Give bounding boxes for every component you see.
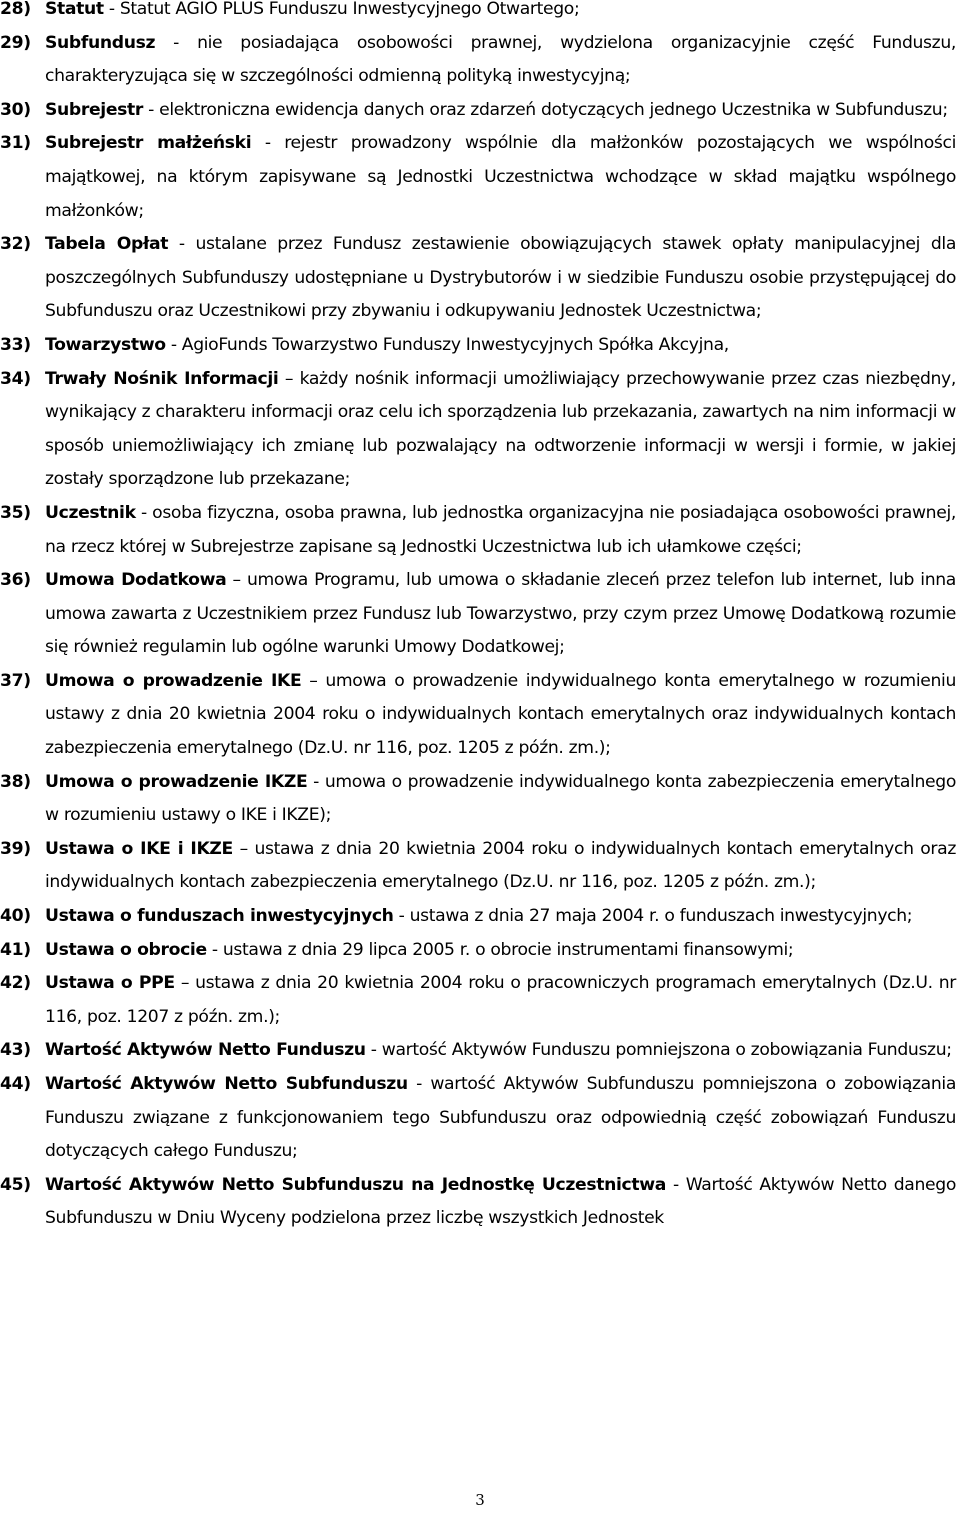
item-number: 33)	[0, 334, 31, 355]
item-term: Uczestnik	[45, 502, 136, 523]
item-number: 36)	[0, 570, 31, 591]
definition-item	[0, 967, 956, 1034]
item-term: Umowa o prowadzenie IKE	[45, 670, 302, 691]
item-term: Umowa o prowadzenie IKZE	[45, 771, 308, 792]
item-term: Wartość Aktywów Netto Subfunduszu	[45, 1074, 408, 1094]
item-text: - Statut AGIO PLUS Funduszu Inwestycyjnego Otwartego;	[103, 0, 580, 19]
item-term: Subrejestr	[45, 99, 144, 120]
page-number: 3	[475, 1491, 485, 1509]
definition-item	[0, 900, 956, 934]
item-number: 29)	[0, 32, 31, 53]
item-term: Ustawa o PPE	[45, 973, 175, 994]
definition-item	[0, 665, 956, 766]
item-text: - Wartość Aktywów Netto danego Subfunduszu w Dniu Wyceny podzielona przez liczbę wszystkich Jednostek	[45, 1174, 956, 1229]
item-term: Ustawa o funduszach inwestycyjnych	[45, 906, 394, 927]
item-number: 39)	[0, 838, 31, 859]
item-term: Statut	[45, 0, 104, 19]
item-text: - wartość Aktywów Subfunduszu pomniejszona o zobowiązania Funduszu związane z funkcjonowaniem tego Subfunduszu oraz odpowiednią część zobowiązań Funduszu dotyczących całego Funduszu;	[45, 1074, 957, 1162]
definition-item	[0, 564, 956, 665]
item-number: 30)	[0, 99, 31, 120]
item-term: Wartość Aktywów Netto Funduszu	[45, 1040, 366, 1061]
item-number: 38)	[0, 771, 31, 792]
item-text: - ustawa z dnia 27 maja 2004 r. o funduszach inwestycyjnych;	[393, 906, 913, 927]
item-text: - rejestr prowadzony wspólnie dla małżonków pozostających we wspólności majątkowej, na którym zapisywane są Jednostki Uczestnictwa wchodzące w skład majątku wspólnego małżonków;	[45, 133, 956, 221]
item-text: – umowa Programu, lub umowa o składanie zleceń przez telefon lub internet, lub inna umowa zawarta z Uczestnikiem przez Fundusz lub Towarzystwo, przy czym przez Umowę Dodatkową rozumie się również regulamin lub ogólne warunki Umowy Dodatkowej;	[45, 570, 956, 658]
item-number: 43)	[0, 1040, 31, 1061]
definition-item	[0, 228, 956, 329]
item-number: 40)	[0, 906, 31, 927]
item-number: 35)	[0, 502, 31, 523]
item-number: 45)	[0, 1174, 31, 1195]
item-text: - ustawa z dnia 29 lipca 2005 r. o obrocie instrumentami finansowymi;	[206, 939, 794, 960]
item-text: – każdy nośnik informacji umożliwiający przechowywanie przez czas niezbędny, wynikający z charakteru informacji oraz celu ich sporządzenia lub przekazania, zawartych na nim informacji w sposób uniemożliwiający ich zmianę lub pozwalający na odtworzenie informacji w wersji i formie, w jakiej zostały sporządzone lub przekazane;	[45, 368, 956, 490]
item-term: Subrejestr małżeński	[45, 133, 252, 154]
item-number: 44)	[0, 1074, 31, 1094]
definition-item	[0, 94, 956, 128]
item-term: Umowa Dodatkowa	[45, 570, 227, 591]
definition-item	[0, 1169, 956, 1236]
item-text: - umowa o prowadzenie indywidualnego konta zabezpieczenia emerytalnego w rozumieniu ustawy o IKE i IKZE);	[45, 771, 956, 826]
item-term: Ustawa o obrocie	[45, 939, 207, 960]
item-term: Towarzystwo	[45, 334, 166, 355]
definition-item	[0, 1068, 956, 1169]
definition-item	[0, 766, 956, 833]
item-text: - nie posiadająca osobowości prawnej, wydzielona organizacyjnie część Funduszu, charakteryzująca się w szczególności odmienną polityką inwestycyjną;	[45, 32, 956, 87]
item-term: Tabela Opłat	[45, 234, 169, 255]
item-text: – ustawa z dnia 20 kwietnia 2004 roku o pracowniczych programach emerytalnych (Dz.U. nr 116, poz. 1207 z późn. zm.);	[45, 973, 956, 1027]
item-term: Wartość Aktywów Netto Subfunduszu na Jednostkę Uczestnictwa	[45, 1174, 666, 1195]
item-term: Trwały Nośnik Informacji	[45, 368, 279, 389]
definition-item	[0, 497, 956, 564]
item-text: - ustalane przez Fundusz zestawienie obowiązujących stawek opłaty manipulacyjnej dla poszczególnych Subfunduszy udostępniane u Dystrybutorów i w siedzibie Funduszu osobie przystępującej do Subfunduszu oraz Uczestnikowi przy zbywaniu i odkupywaniu Jednostek Uczestnictwa;	[45, 234, 956, 322]
item-number: 37)	[0, 670, 31, 691]
item-number: 28)	[0, 0, 31, 19]
item-number: 42)	[0, 973, 31, 994]
definition-item	[0, 934, 956, 968]
item-number: 32)	[0, 234, 31, 255]
definition-item	[0, 1034, 956, 1068]
item-text: - elektroniczna ewidencja danych oraz zdarzeń dotyczących jednego Uczestnika w Subfunduszu;	[143, 99, 948, 120]
definition-item	[0, 329, 956, 363]
item-number: 34)	[0, 368, 31, 389]
item-text: – ustawa z dnia 20 kwietnia 2004 roku o indywidualnych kontach emerytalnych oraz indywidualnych kontach zabezpieczenia emerytalnego (Dz.U. nr 116, poz. 1205 z późn. zm.);	[45, 838, 956, 893]
item-text: - wartość Aktywów Funduszu pomniejszona o zobowiązania Funduszu;	[365, 1040, 952, 1061]
definition-item	[0, 363, 956, 497]
definition-item	[0, 27, 956, 94]
item-text: – umowa o prowadzenie indywidualnego konta emerytalnego w rozumieniu ustawy z dnia 20 kwietnia 2004 roku o indywidualnych kontach emerytalnych oraz indywidualnych kontach zabezpieczenia emerytalnego (Dz.U. nr 116, poz. 1205 z późn. zm.);	[45, 670, 956, 759]
item-term: Ustawa o IKE i IKZE	[45, 838, 233, 859]
item-text: - osoba fizyczna, osoba prawna, lub jednostka organizacyjna nie posiadająca osobowości prawnej, na rzecz której w Subrejestrze zapisane są Jednostki Uczestnictwa lub ich ułamkowe części;	[45, 502, 956, 557]
definition-item	[0, 833, 956, 900]
item-number: 41)	[0, 939, 31, 960]
definition-item	[0, 0, 956, 27]
item-term: Subfundusz	[45, 32, 156, 53]
definition-item	[0, 127, 956, 228]
item-number: 31)	[0, 133, 31, 154]
item-text: - AgioFunds Towarzystwo Funduszy Inwestycyjnych Spółka Akcyjna,	[165, 334, 729, 355]
